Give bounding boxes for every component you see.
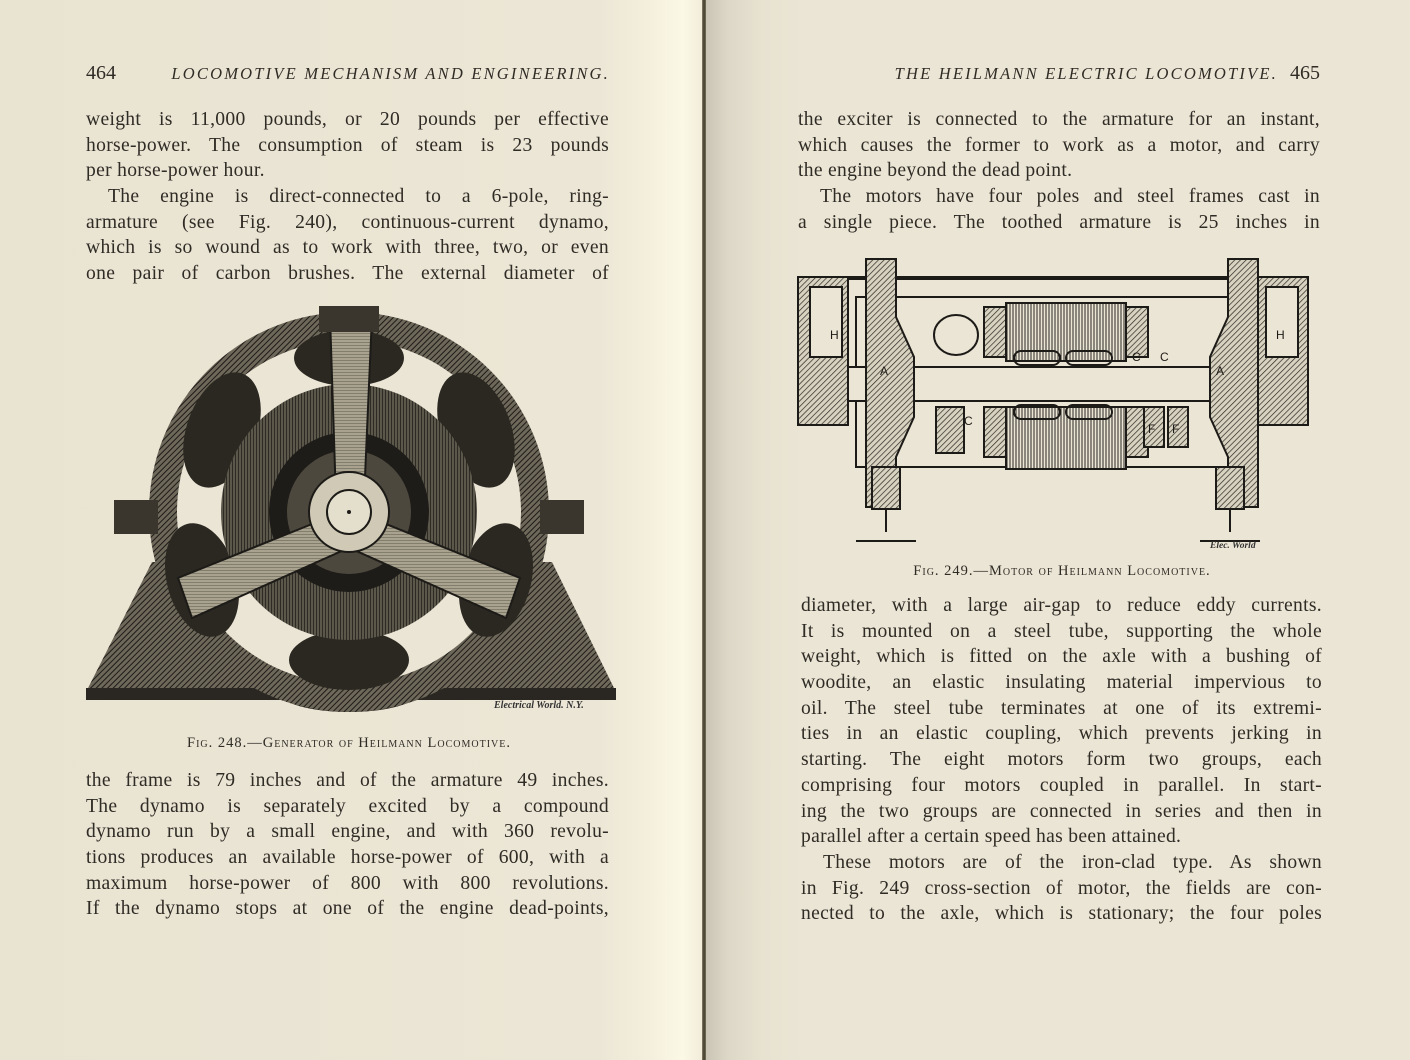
svg-text:H: H (1276, 328, 1285, 342)
figure-248-credit: Electrical World. N.Y. (494, 700, 584, 711)
right-text-bottom (801, 593, 1322, 927)
text-line: These motors are of the iron-clad type. As shown (823, 851, 1322, 873)
text-line: parallel after a certain speed has been attained. (801, 826, 1182, 848)
svg-text:F: F (1172, 422, 1180, 436)
text-line: per horse-power hour. (86, 160, 265, 182)
svg-text:H: H (830, 328, 839, 342)
text-line: the frame is 79 inches and of the armature 49 inches. (86, 770, 609, 791)
figure-248-generator (82, 300, 616, 712)
figure-249-caption: Fig. 249.—Motor of Heilmann Locomotive. (913, 563, 1211, 579)
text-line: in Fig. 249 cross-section of motor, the fields are con- (801, 877, 1322, 899)
text-line: The dynamo is separately excited by a compound (86, 795, 609, 817)
text-line: dynamo run by a small engine, and with 360 revolu- (86, 821, 609, 843)
left-running-title: LOCOMOTIVE MECHANISM AND ENGINEERING. (171, 64, 610, 83)
text-line: weight is 11,000 pounds, or 20 pounds per effective (86, 109, 609, 130)
text-line: the exciter is connected to the armature for an instant, (798, 109, 1320, 130)
svg-text:F: F (1148, 422, 1156, 436)
text-line: nected to the axle, which is stationary; the four poles (801, 903, 1322, 925)
text-line: If the dynamo stops at one of the engine dead-points, (86, 898, 609, 920)
right-running-title: THE HEILMANN ELECTRIC LOCOMOTIVE. (894, 64, 1278, 83)
left-text-top (86, 107, 609, 287)
text-line: diameter, with a large air-gap to reduce eddy currents. (801, 595, 1322, 616)
text-line: tions produces an available horse-power of 600, with a (86, 847, 609, 869)
figure-248-caption: Fig. 248.—Generator of Heilmann Locomotive. (187, 735, 511, 751)
left-page-number: 464 (86, 62, 116, 84)
svg-text:C: C (1160, 350, 1169, 364)
text-line: comprising four motors coupled in parallel. In start- (801, 774, 1322, 796)
right-text-top (798, 107, 1320, 235)
left-text-bottom (86, 768, 609, 922)
text-line: woodite, an elastic insulating material impervious to (801, 672, 1322, 694)
right-page-number: 465 (1290, 62, 1320, 84)
text-line: a single piece. The toothed armature is 25 inches in (798, 211, 1320, 233)
text-line: It is mounted on a steel tube, supporting the whole (801, 620, 1322, 642)
text-line: The engine is direct-connected to a 6-pole, ring- (108, 186, 609, 208)
motor-cross-section-illustration (796, 257, 1328, 553)
text-line: The motors have four poles and steel frames cast in (820, 186, 1320, 208)
text-line: armature (see Fig. 240), continuous-current dynamo, (86, 211, 609, 233)
figure-249-motor (796, 257, 1328, 553)
text-line: one pair of carbon brushes. The external diameter of (86, 263, 609, 285)
figure-249-credit: Elec. World (1210, 541, 1256, 551)
svg-text:A: A (1216, 364, 1225, 378)
right-running-head (796, 62, 1320, 88)
svg-text:C: C (1132, 350, 1141, 364)
text-line: weight, which is fitted on the axle with a bushing of (801, 646, 1322, 668)
svg-text:A: A (880, 364, 889, 378)
text-line: which causes the former to work as a motor, and carry (798, 134, 1320, 156)
text-line: horse-power. The consumption of steam is 23 pounds (86, 134, 609, 156)
text-line: oil. The steel tube terminates at one of its extremi- (801, 697, 1322, 719)
svg-text:C: C (964, 414, 973, 428)
text-line: starting. The eight motors form two groups, each (801, 749, 1322, 771)
text-line: the engine beyond the dead point. (798, 160, 1073, 182)
book-gutter (702, 0, 706, 1060)
left-running-head (86, 62, 610, 88)
text-line: ing the two groups are connected in series and then in (801, 800, 1322, 822)
text-line: which is so wound as to work with three, two, or even (86, 237, 609, 259)
text-line: maximum horse-power of 800 with 800 revolutions. (86, 872, 609, 894)
generator-engraving-illustration (82, 300, 616, 712)
text-line: ties in an elastic coupling, which prevents jerking in (801, 723, 1322, 745)
